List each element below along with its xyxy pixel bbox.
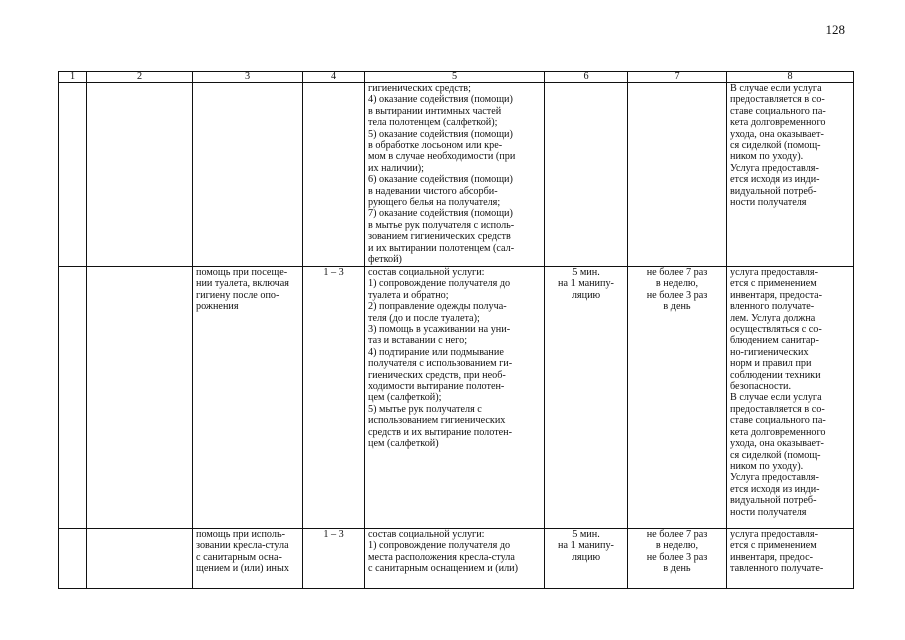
cell-text-line: ется исходя из инди- [730, 174, 820, 186]
cell-text-line: таз и вставании с него; [368, 335, 468, 347]
cell-text-line: вленного получате- [730, 301, 815, 313]
cell-col-2 [87, 267, 193, 529]
column-number-row [59, 72, 854, 83]
cell-text-line: состав социальной услуги: [368, 267, 485, 278]
table-row [59, 83, 854, 267]
cell-text-line: услуга предоставля- [730, 529, 818, 540]
cell-col-6 [545, 529, 628, 589]
cell-text-line: гигиенических средств; [368, 83, 471, 94]
cell-col-2 [87, 529, 193, 589]
cell-text-line: Услуга предоставля- [730, 162, 819, 174]
cell-text-line: видуальной потреб- [730, 185, 817, 197]
cell-text-line: инвентаря, предоста- [730, 289, 823, 301]
cell-text-line: мом в случае необходимости (при [368, 151, 516, 163]
cell-text-line: цем (салфеткой); [368, 392, 442, 404]
cell-text-line: предоставляется в со- [730, 403, 825, 415]
cell-col-1 [59, 83, 87, 267]
cell-text-line: услуга предоставля- [730, 267, 818, 278]
column-header-4: 4 [303, 72, 365, 83]
cell-text-line: норм и правил при [730, 358, 812, 370]
column-header-2: 2 [87, 72, 193, 83]
cell-text-line: на 1 манипу- [558, 540, 614, 552]
cell-text-line: не более 3 раз [646, 289, 708, 301]
column-header-7: 7 [628, 72, 727, 83]
column-header-8: 8 [727, 72, 854, 83]
cell-col-1 [59, 267, 87, 529]
column-header-1: 1 [59, 72, 87, 83]
cell-text-line: 2) поправление одежды получа- [368, 301, 507, 313]
cell-col-6 [545, 267, 628, 529]
cell-text-line: предоставляется в со- [730, 94, 825, 106]
cell-text-line: в обработке лосьоном или кре- [368, 140, 503, 152]
cell-text-line: 5) оказание содействия (помощи) [368, 128, 513, 140]
cell-text-line: не более 3 раз [646, 551, 708, 563]
cell-text-line: инвентаря, предос- [730, 551, 813, 563]
cell-col-7 [628, 529, 727, 589]
cell-text-line: ности получателя [730, 197, 807, 209]
cell-text-line: использованием гигиенических [368, 415, 506, 427]
cell-col-3 [193, 83, 303, 267]
cell-text-line: лем. Услуга должна [730, 312, 816, 324]
cell-text-line: цем (салфеткой) [368, 438, 439, 450]
cell-text-line: состав социальной услуги: [368, 529, 485, 540]
cell-text-line: зовании кресла-стула [196, 540, 289, 552]
cell-col-8 [727, 83, 854, 267]
cell-text-line: ется с применением [730, 540, 817, 552]
cell-text-line: ником по уходу). [730, 151, 804, 163]
cell-text-line: в вытирании интимных частей [368, 105, 502, 117]
cell-text-line: в день [663, 563, 691, 575]
cell-col-1 [59, 529, 87, 589]
cell-text-line: ником по уходу). [730, 460, 804, 472]
cell-text-line: кета долговременного [730, 117, 826, 129]
cell-text-line: ется исходя из инди- [730, 483, 820, 495]
cell-text-line: соблюдении техники [730, 369, 821, 381]
cell-text-line: 1) сопровождение получателя до [368, 278, 511, 290]
cell-text-line: в мытье рук получателя с исполь- [368, 219, 515, 231]
cell-text-line: гигиену после опо- [196, 289, 280, 301]
cell-col-4: 1 – 3 [303, 267, 365, 529]
cell-text-line: 1) сопровождение получателя до [368, 540, 511, 552]
cell-col-5 [365, 529, 545, 589]
cell-text-line: туалета и обратно; [368, 289, 449, 301]
cell-text-line: но-гигиенических [730, 346, 809, 358]
table-row [59, 267, 854, 529]
column-header-5: 5 [365, 72, 545, 83]
cell-text-line: щением и (или) иных [196, 563, 289, 575]
cell-text-line: 7) оказание содействия (помощи) [368, 208, 513, 220]
cell-text-line: ставе социального па- [730, 105, 826, 117]
cell-text-line: 5 мин. [572, 529, 600, 540]
cell-text-line: Услуга предоставля- [730, 472, 819, 484]
cell-col-8 [727, 267, 854, 529]
cell-text-line: ляцию [571, 551, 601, 563]
column-header-6: 6 [545, 72, 628, 83]
cell-text-line: получателя с использованием ги- [368, 358, 513, 370]
cell-col-2 [87, 83, 193, 267]
cell-text-line: средств и их вытирание полотен- [368, 426, 513, 438]
cell-col-3 [193, 529, 303, 589]
cell-text-line: ухода, она оказывает- [730, 128, 824, 140]
cell-text-line: и их вытирании полотенцем (сал- [368, 242, 515, 254]
cell-col-7 [628, 267, 727, 529]
cell-text-line: нии туалета, включая [196, 278, 289, 290]
cell-col-5 [365, 267, 545, 529]
page-number: 128 [825, 22, 845, 37]
cell-col-8 [727, 529, 854, 589]
cell-text-line: В случае если услуга [730, 392, 822, 404]
cell-text-line: 3) помощь в усаживании на уни- [368, 324, 511, 336]
cell-col-3 [193, 267, 303, 529]
cell-text-line: не более 7 раз [646, 267, 708, 278]
cell-text-line: ляцию [571, 289, 601, 301]
cell-text-line: ся сиделкой (помощ- [730, 140, 821, 152]
table-row [59, 529, 854, 589]
cell-text-line: видуальной потреб- [730, 495, 817, 507]
cell-col-6 [545, 83, 628, 267]
cell-text-line: В случае если услуга [730, 83, 822, 94]
cell-text-line: в день [663, 301, 691, 313]
cell-text-line: блюдением санитар- [730, 335, 819, 347]
cell-text-line: 5 мин. [572, 267, 600, 278]
cell-text-line: осуществляться с со- [730, 324, 822, 336]
column-header-3: 3 [193, 72, 303, 83]
cell-col-5 [365, 83, 545, 267]
cell-text-line: с санитарным оснащением и (или) [368, 563, 519, 575]
cell-text-line: теля (до и после туалета); [368, 312, 480, 324]
cell-text-line: не более 7 раз [646, 529, 708, 540]
cell-text-line: тела полотенцем (салфеткой); [368, 117, 498, 129]
cell-text-line: безопасности. [730, 381, 792, 393]
cell-text-line: в неделю, [655, 278, 699, 290]
services-table [58, 71, 854, 589]
cell-text-line: рующего белья на получателя; [368, 197, 501, 209]
cell-text-line: кета долговременного [730, 426, 826, 438]
cell-text-line: 4) подтирание или подмывание [368, 346, 504, 358]
cell-text-line: с санитарным осна- [196, 551, 282, 563]
cell-text-line: тавленного получате- [730, 563, 824, 575]
cell-col-4 [303, 83, 365, 267]
cell-text-line: ется с применением [730, 278, 817, 290]
cell-text-line: их наличии); [368, 162, 424, 174]
cell-text-line: на 1 манипу- [558, 278, 614, 290]
cell-text-line: ходимости вытирание полотен- [368, 381, 505, 393]
cell-text-line: места расположения кресла-стула [368, 551, 515, 563]
cell-text-line: в неделю, [655, 540, 699, 552]
cell-text-line: 6) оказание содействия (помощи) [368, 174, 513, 186]
cell-text-line: 4) оказание содействия (помощи) [368, 94, 513, 106]
cell-text-line: гиенических средств, при необ- [368, 369, 506, 381]
cell-text-line: ся сиделкой (помощ- [730, 449, 821, 461]
cell-text-line: 5) мытье рук получателя с [368, 403, 482, 415]
cell-text-line: феткой) [368, 254, 402, 266]
cell-text-line: в надевании чистого абсорби- [368, 185, 498, 197]
cell-text-line: помощь при посеще- [196, 267, 288, 278]
cell-text-line: рожнения [196, 301, 239, 313]
cell-text-line: зованием гигиенических средств [368, 231, 511, 243]
cell-text-line: помощь при исполь- [196, 529, 285, 540]
cell-text-line: ставе социального па- [730, 415, 826, 427]
cell-col-7 [628, 83, 727, 267]
cell-text-line: ухода, она оказывает- [730, 438, 824, 450]
cell-text-line: ности получателя [730, 506, 807, 518]
cell-col-4: 1 – 3 [303, 529, 365, 589]
